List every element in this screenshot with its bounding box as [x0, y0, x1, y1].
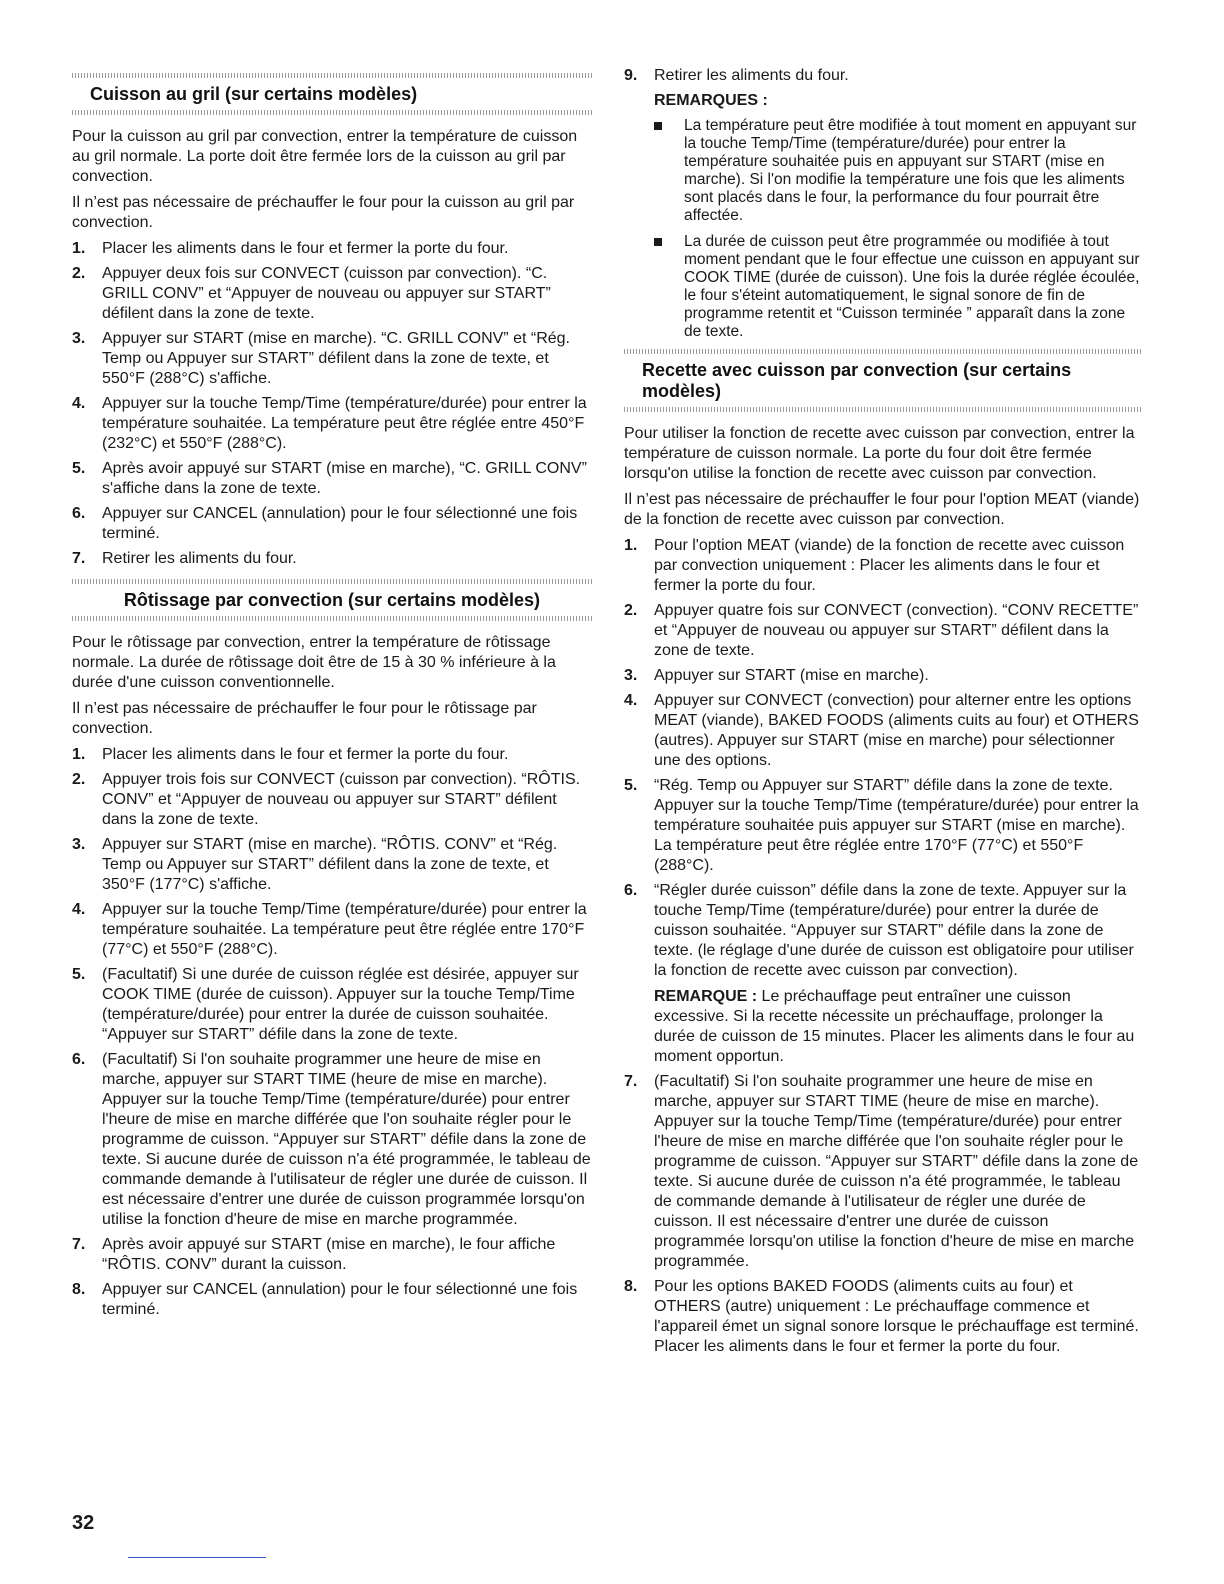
section-title: Rôtissage par convection (sur certains modèles) — [123, 590, 541, 610]
section-convection-recipe — [624, 349, 1142, 1357]
step — [624, 1072, 1142, 1272]
step-note — [654, 987, 1142, 1067]
step-text: Retirer les aliments du four. — [102, 550, 297, 567]
step-number: 2. — [72, 265, 86, 282]
step-text: Appuyer sur la touche Temp/Time (température/durée) pour entrer la température souhaitée. La température peut être réglée entre 170°F (77°C) et 550°F (288°C). — [102, 901, 587, 958]
steps-list — [72, 745, 592, 1320]
section-header-bar — [72, 110, 592, 115]
step — [72, 1280, 592, 1320]
step — [72, 239, 592, 259]
remarks-list — [654, 117, 1142, 341]
right-column — [624, 66, 1142, 1362]
step-number: 5. — [624, 777, 638, 794]
step — [72, 1235, 592, 1275]
footer-rule — [128, 1557, 266, 1558]
steps-list — [624, 536, 1142, 1357]
step — [72, 394, 592, 454]
step — [72, 745, 592, 765]
step-text: Placer les aliments dans le four et fermer la porte du four. — [102, 240, 509, 257]
step — [624, 776, 1142, 876]
step — [72, 264, 592, 324]
step — [624, 536, 1142, 596]
step-text: Appuyer deux fois sur CONVECT (cuisson par convection). “C. GRILL CONV” et “Appuyer de nouveau ou appuyer sur START” défilent dans la zone de texte. — [102, 265, 551, 322]
section-header-bar — [624, 407, 1142, 412]
step-number: 3. — [72, 836, 86, 853]
step-text: “Régler durée cuisson” défile dans la zone de texte. Appuyer sur la touche Temp/Time (température/durée) pour entrer la durée de cuisson souhaitée. “Appuyer sur START” défile dans la zone de texte. (le réglage d'une durée de cuisson est obligatoire pour utiliser la fonction de recette avec cuisson par convection). — [654, 882, 1134, 979]
steps-list — [624, 66, 1142, 86]
left-column — [72, 73, 592, 1325]
step — [72, 965, 592, 1045]
step-text: Appuyer sur CANCEL (annulation) pour le four sélectionné une fois terminé. — [102, 1281, 578, 1318]
step — [72, 329, 592, 389]
step-text: Appuyer sur START (mise en marche). “C. GRILL CONV” et “Rég. Temp ou Appuyer sur START” défilent dans la zone de texte, et 550°F (288°C) s'affiche. — [102, 330, 570, 387]
step — [624, 601, 1142, 661]
section-header-bar — [72, 616, 592, 621]
step-text: Pour l'option MEAT (viande) de la fonction de recette avec cuisson par convection uniquement : Placer les aliments dans le four et fermer la porte du four. — [654, 537, 1125, 594]
step-number: 1. — [72, 240, 86, 257]
remark-text: La durée de cuisson peut être programmée ou modifiée à tout moment pendant que le four effectue une cuisson en appuyant sur COOK TIME (durée de cuisson). Une fois la durée réglée écoulée, le four s'éteint automatiquement, le signal sonore de fin de programme retentit et “Cuisson terminée ” apparaît dans la zone de texte. — [684, 233, 1140, 340]
square-bullet-icon — [654, 238, 662, 246]
section-title: Cuisson au gril (sur certains modèles) — [90, 84, 418, 104]
step — [72, 504, 592, 544]
step — [624, 66, 1142, 86]
paragraph: Il n’est pas nécessaire de préchauffer le four pour la cuisson au gril par convection. — [72, 194, 575, 231]
remarks-title: REMARQUES : — [654, 92, 768, 109]
remark-item — [654, 117, 1142, 225]
step — [72, 1050, 592, 1230]
step-text: Appuyer sur START (mise en marche). “RÔTIS. CONV” et “Rég. Temp ou Appuyer sur START” défilent dans la zone de texte, et 350°F (177°C) s'affiche. — [102, 836, 558, 893]
remark-item — [654, 233, 1142, 341]
step-text: Appuyer trois fois sur CONVECT (cuisson par convection). “RÔTIS. CONV” et “Appuyer de nouveau ou appuyer sur START” défilent dans la zone de texte. — [102, 771, 581, 828]
step-number: 2. — [624, 602, 638, 619]
step-text: Retirer les aliments du four. — [654, 67, 849, 84]
step-text: (Facultatif) Si une durée de cuisson réglée est désirée, appuyer sur COOK TIME (durée de cuisson). Appuyer sur la touche Temp/Time (température/durée) pour entrer la durée de cuisson souhaitée. “Appuyer sur START” défile dans la zone de texte. — [102, 966, 579, 1043]
section-continuation — [624, 66, 1142, 341]
step-number: 6. — [624, 882, 638, 899]
step-number: 6. — [72, 505, 86, 522]
step-number: 9. — [624, 67, 638, 84]
step-number: 2. — [72, 771, 86, 788]
step-text: Appuyer quatre fois sur CONVECT (convection). “CONV RECETTE” et “Appuyer de nouveau ou appuyer sur START” défilent dans la zone de texte. — [654, 602, 1139, 659]
step-number: 7. — [624, 1073, 638, 1090]
step-text: “Rég. Temp ou Appuyer sur START” défile dans la zone de texte. Appuyer sur la touche Temp/Time (température/durée) pour entrer la température souhaitée puis appuyer sur START (mise en marche). La température peut être réglée entre 170°F (77°C) et 550°F (288°C). — [654, 777, 1139, 874]
remark-text: La température peut être modifiée à tout moment en appuyant sur la touche Temp/Time (température/durée) pour entrer la température souhaitée puis en appuyant sur START (mise en marche). Si l'on modifie la température une fois que les aliments sont placés dans le four, la performance du four pourrait être affectée. — [684, 117, 1137, 224]
paragraph: Pour la cuisson au gril par convection, entrer la température de cuisson au gril normale. La porte doit être fermée lors de la cuisson au gril par convection. — [72, 128, 578, 185]
step-text: Appuyer sur CANCEL (annulation) pour le four sélectionné une fois terminé. — [102, 505, 578, 542]
step-number: 6. — [72, 1051, 86, 1068]
section-convection-roast — [72, 579, 592, 1320]
step-number: 5. — [72, 460, 86, 477]
square-bullet-icon — [654, 122, 662, 130]
step-text: Appuyer sur la touche Temp/Time (température/durée) pour entrer la température souhaitée. La température peut être réglée entre 450°F (232°C) et 550°F (288°C). — [102, 395, 587, 452]
step — [72, 900, 592, 960]
note-label: REMARQUE : — [654, 988, 758, 1005]
step-number: 5. — [72, 966, 86, 983]
step-text: Après avoir appuyé sur START (mise en marche), le four affiche “RÔTIS. CONV” durant la cuisson. — [102, 1236, 556, 1273]
step-text: Placer les aliments dans le four et fermer la porte du four. — [102, 746, 509, 763]
section-title: Recette avec cuisson par convection (sur certains modèles) — [642, 360, 1072, 401]
paragraph: Il n’est pas nécessaire de préchauffer le four pour le rôtissage par convection. — [72, 700, 537, 737]
step-text: Après avoir appuyé sur START (mise en marche), “C. GRILL CONV” s'affiche dans la zone de texte. — [102, 460, 587, 497]
step-number: 8. — [624, 1278, 638, 1295]
step — [72, 770, 592, 830]
paragraph: Pour utiliser la fonction de recette avec cuisson par convection, entrer la température de cuisson normale. La porte du four doit être fermée lorsqu'on utilise la fonction de recette avec cuisson par convection. — [624, 425, 1135, 482]
step-number: 4. — [72, 901, 86, 918]
note-text: Le préchauffage peut entraîner une cuisson excessive. Si la recette nécessite un préchauffage, prolonger la durée de cuisson de 15 minutes. Placer les aliments dans le four au moment opportun. — [654, 988, 1135, 1065]
page-number: 32 — [72, 1512, 95, 1534]
paragraph: Pour le rôtissage par convection, entrer la température de rôtissage normale. La durée de rôtissage doit être de 15 à 30 % inférieure à la durée d'une cuisson conventionnelle. — [72, 634, 556, 691]
step-number: 4. — [624, 692, 638, 709]
step-number: 1. — [624, 537, 638, 554]
step — [72, 835, 592, 895]
step-number: 1. — [72, 746, 86, 763]
step — [624, 691, 1142, 771]
step — [624, 666, 1142, 686]
step-text: Pour les options BAKED FOODS (aliments cuits au four) et OTHERS (autre) uniquement : Le préchauffage commence et l'appareil émet un signal sonore lorsque le préchauffage est terminé. Placer les aliments dans le four et fermer la porte du four. — [654, 1278, 1139, 1355]
step-number: 4. — [72, 395, 86, 412]
step — [72, 459, 592, 499]
step-text: Appuyer sur CONVECT (convection) pour alterner entre les options MEAT (viande), BAKED FOODS (aliments cuits au four) et OTHERS (autres). Appuyer sur START (mise en marche) pour sélectionner une des options. — [654, 692, 1139, 769]
step — [624, 881, 1142, 1067]
step-text: (Facultatif) Si l'on souhaite programmer une heure de mise en marche, appuyer sur START TIME (heure de mise en marche). Appuyer sur la touche Temp/Time (température/durée) pour entrer l'heure de mise en marche différée que l'on souhaite régler pour le programme de cuisson. “Appuyer sur START” défile dans la zone de texte. Si aucune durée de cuisson n'a été programmée, le tableau de commande demande à l'utilisateur de régler une durée de cuisson. Il est nécessaire d'entrer une durée de cuisson programmée lorsqu'on utilise la fonction d'heure de mise en marche programmée. — [654, 1073, 1139, 1270]
step-number: 7. — [72, 550, 86, 567]
step — [624, 1277, 1142, 1357]
step-number: 8. — [72, 1281, 86, 1298]
step — [72, 549, 592, 569]
section-convection-broil — [72, 73, 592, 569]
steps-list — [72, 239, 592, 569]
step-number: 7. — [72, 1236, 86, 1253]
step-text: (Facultatif) Si l'on souhaite programmer une heure de mise en marche, appuyer sur START TIME (heure de mise en marche). Appuyer sur la touche Temp/Time (température/durée) pour entrer l'heure de mise en marche différée que l'on souhaite régler pour le programme de cuisson. “Appuyer sur START” défile dans la zone de texte. Si aucune durée de cuisson n'a été programmée, le tableau de commande demande à l'utilisateur de régler une durée de cuisson. Il est nécessaire d'entrer une durée de cuisson programmée lorsqu'on utilise la fonction d'heure de mise en marche programmée. — [102, 1051, 591, 1228]
step-number: 3. — [72, 330, 86, 347]
step-text: Appuyer sur START (mise en marche). — [654, 667, 929, 684]
paragraph: Il n’est pas nécessaire de préchauffer le four pour l'option MEAT (viande) de la fonction de recette avec cuisson par convection. — [624, 491, 1140, 528]
step-number: 3. — [624, 667, 638, 684]
